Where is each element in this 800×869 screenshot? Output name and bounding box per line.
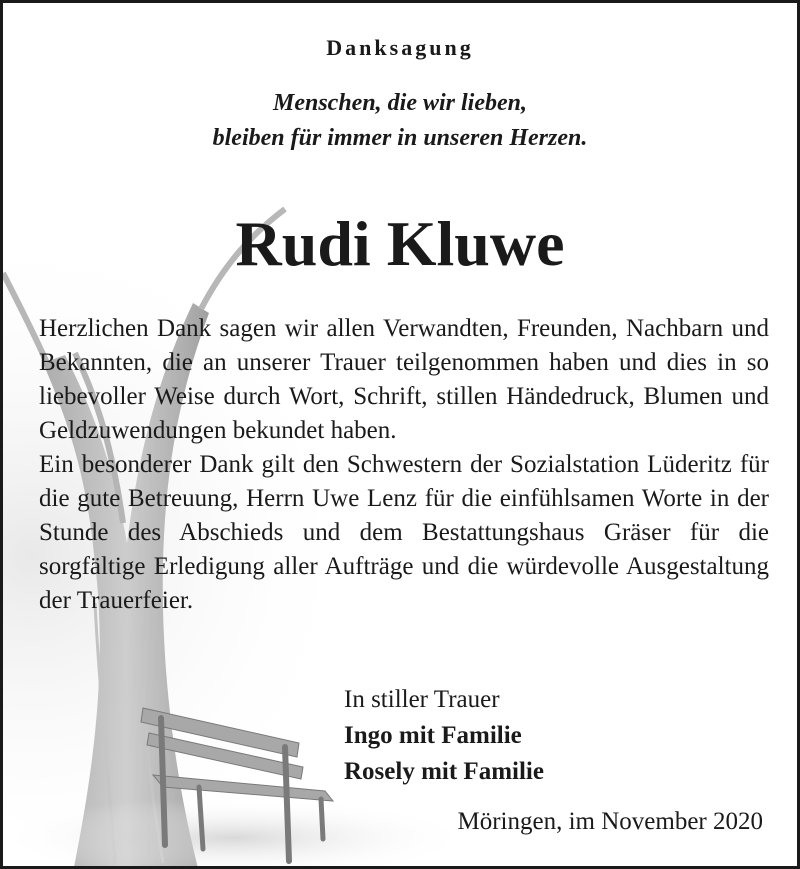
thank-you-paragraph: Herzlichen Dank sagen wir allen Verwandten, Freunden, Nachbarn und Bekannten, die an unserer Trauer teilgenommen haben und dies in so liebevoller Weise durch Wort, Schrift, stillen Händedruck, Blumen und Geldzuwendungen bekundet haben. [39,315,769,444]
signature-name: Rosely mit Familie [344,758,544,785]
notice-heading: Danksagung [326,35,474,60]
place-and-date: Möringen, im November 2020 [457,808,763,835]
signature-block [344,682,544,790]
signature-intro: In stiller Trauer [344,686,500,713]
motto-line: Menschen, die wir lieben, [272,90,527,116]
thank-you-text [39,312,769,618]
thank-you-paragraph: Ein besonderer Dank gilt den Schwestern der Sozialstation Lüderitz für die gute Betreuung, Herrn Uwe Lenz für die einfühlsamen Worte in der Stunde des Abschieds und dem Bestattungshaus Gräser für die sorgfältige Erledigung aller Aufträge und die würdevolle Ausgestaltung der Trauerfeier. [39,451,769,614]
signature-name: Ingo mit Familie [344,722,522,749]
ground-shade [3,798,473,869]
motto [3,86,797,156]
deceased-name: Rudi Kluwe [235,208,565,279]
motto-line: bleiben für immer in unseren Herzen. [212,125,588,151]
